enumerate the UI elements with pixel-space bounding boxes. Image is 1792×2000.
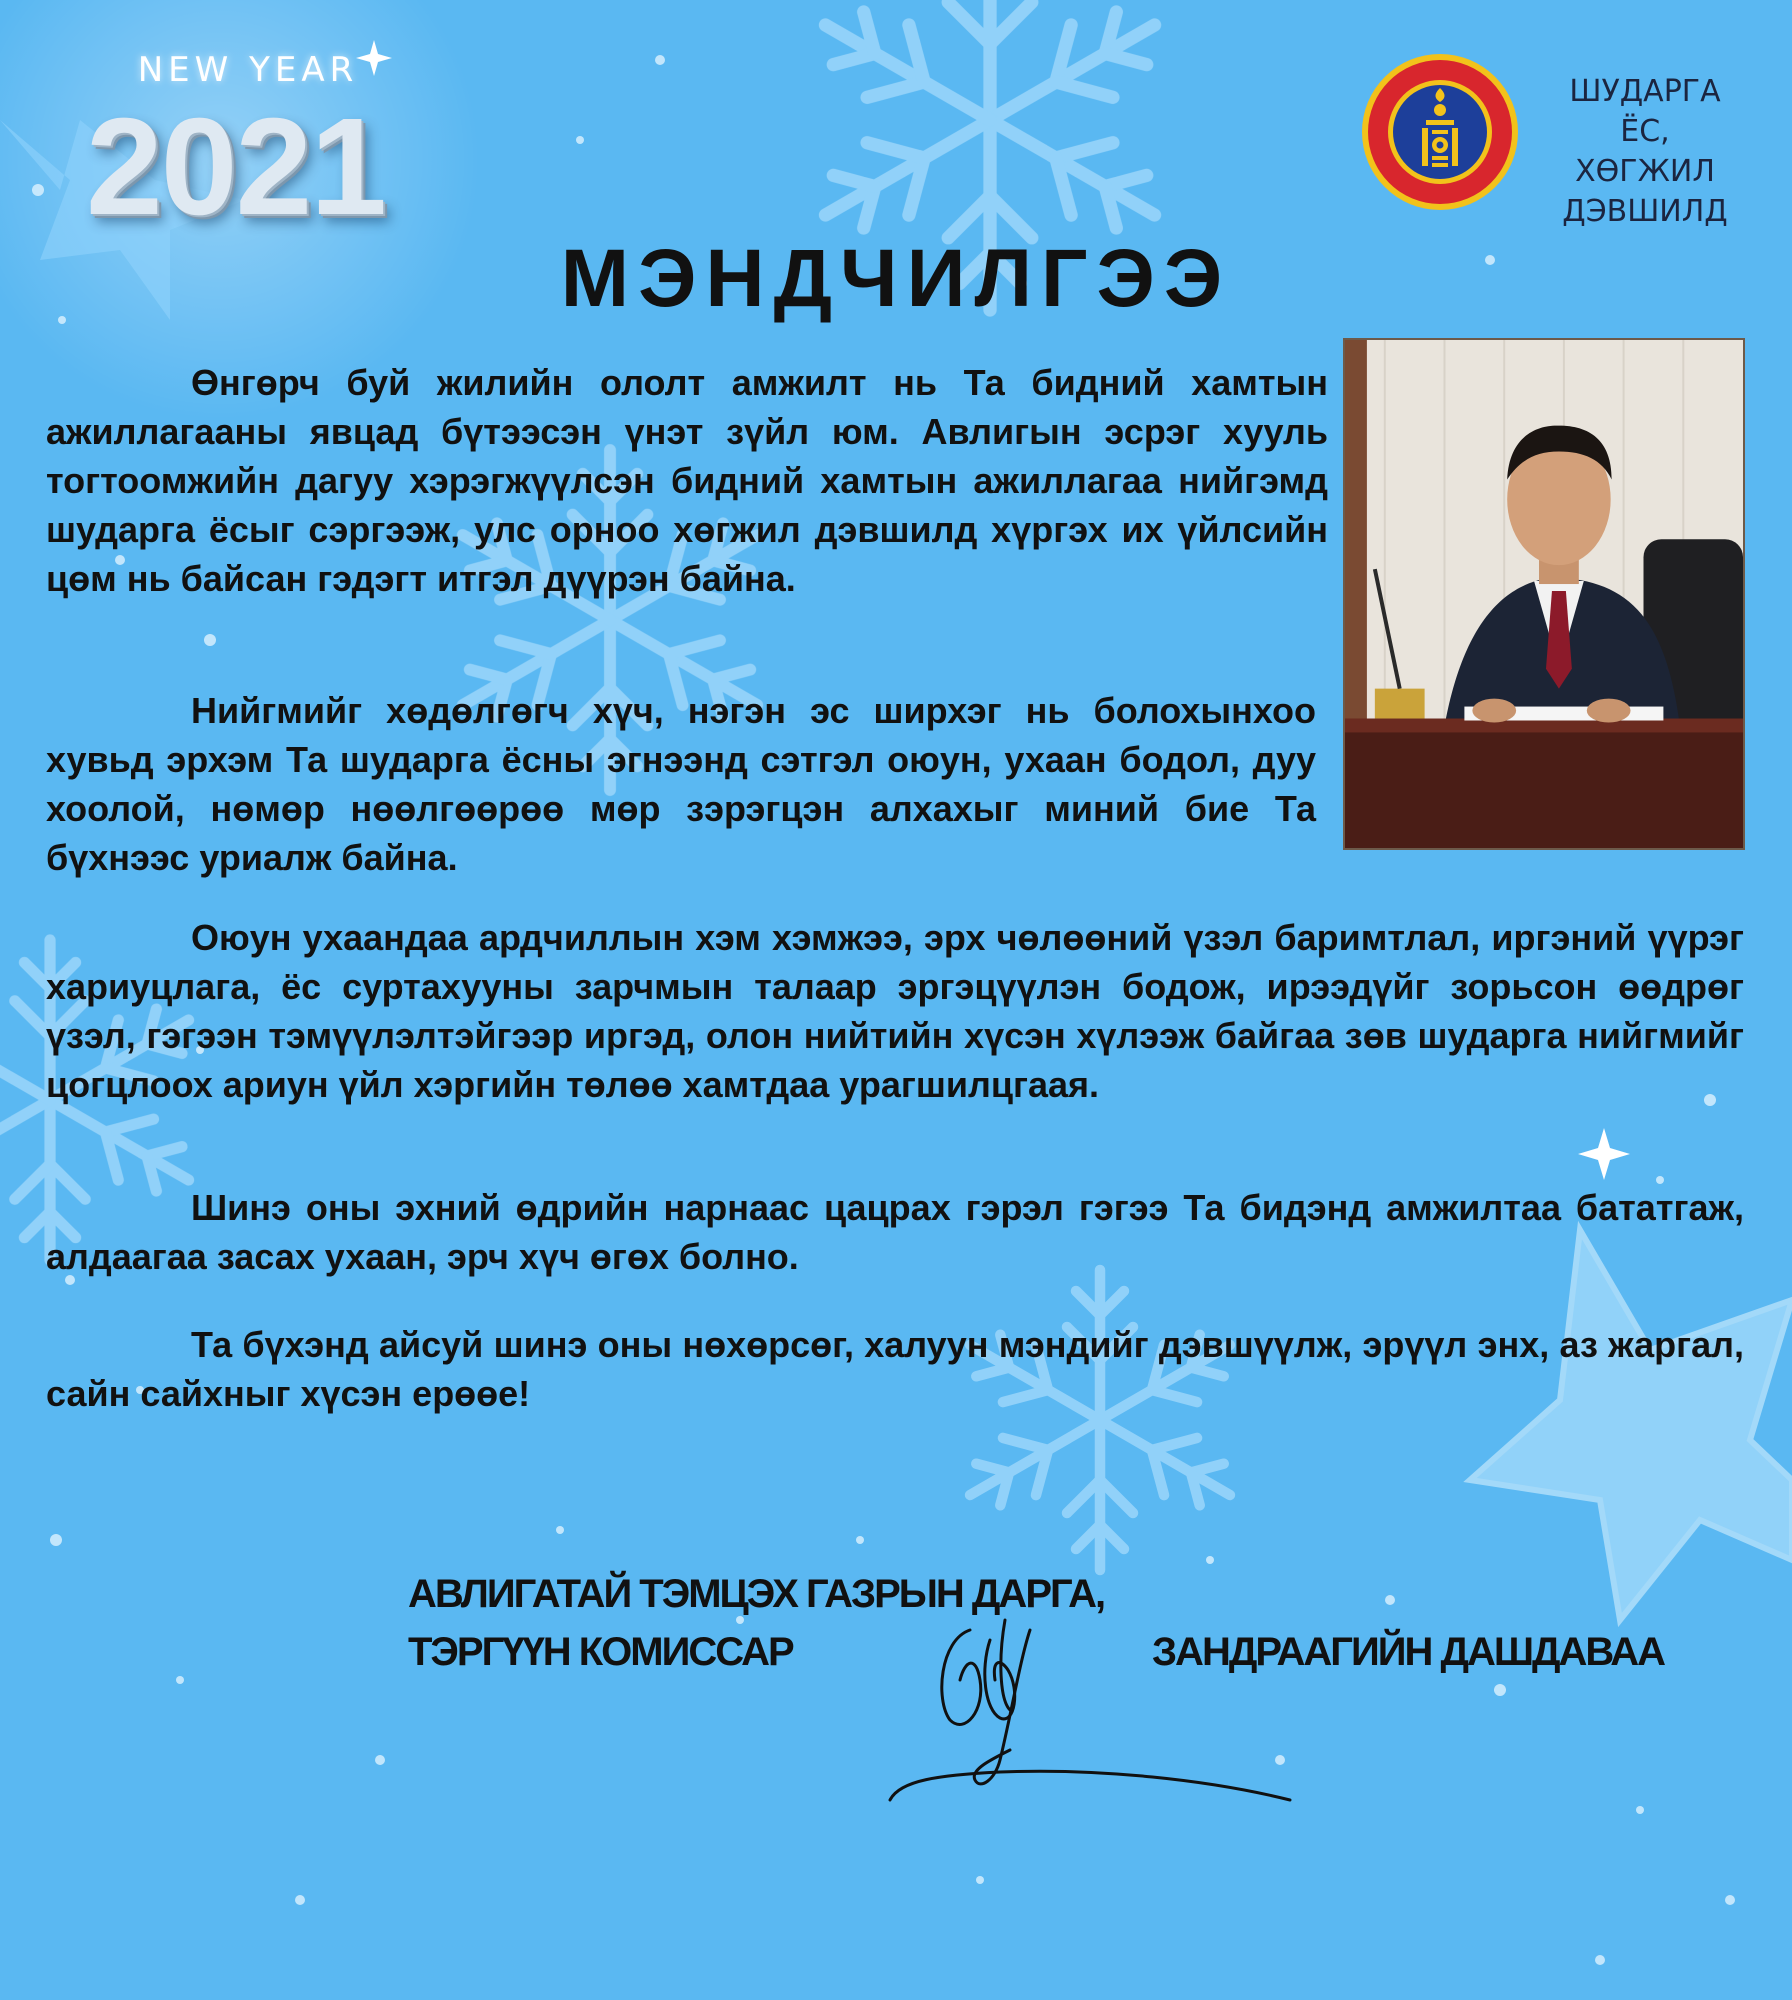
paragraph-1: Өнгөрч буй жилийн ололт амжилт нь Та бидний хамтын ажиллагааны явцад бүтээсэн үнэт зүйл юм. Авлигын эсрэг хууль тогтоомжийн дагуу хэрэгжүүлсэн бидний хамтын ажиллагаа нийгэмд шударга ёсыг сэргээж, улс орноо хөгжил дэвшилд хүргэх их үйлсийн цөм нь байсан гэдэгт итгэл дүүрэн байна.	[46, 362, 1328, 599]
paragraph-2: Нийгмийг хөдөлгөгч хүч, нэгэн эс ширхэг нь болохынхоо хувьд эрхэм Та шударга ёсны эгнээнд сэтгэл оюун, ухаан бодол, дуу хоолой, нөмөр нөөлгөөрөө мөр зэрэгцэн алхахыг миний бие Та бүхнээс уриалж байна.	[46, 690, 1316, 878]
paragraph-5: Та бүхэнд айсуй шинэ оны нөхөрсөг, халуун мэндийг дэвшүүлж, эрүүл энх, аз жаргал, сайн сайхныг хүсэн ерөөе!	[46, 1324, 1744, 1414]
slogan-line-1: ШУДАРГА ЁС,	[1569, 74, 1721, 149]
signatory-position-line-2: ТЭРГҮҮН КОМИССАР	[408, 1630, 793, 1674]
signatory-position-line-1: АВЛИГАТАЙ ТЭМЦЭХ ГАЗРЫН ДАРГА,	[408, 1572, 1105, 1616]
paragraph-3: Оюун ухаандаа ардчиллын хэм хэмжээ, эрх чөлөөний үзэл баримтлал, иргэний үүрэг хариуцлага, ёс суртахууны зарчмын талаар эргэцүүлэн бодож, ирээдүйг зорьсон өөдрөг үзэл, гэгээн тэмүүлэлтэйгээр иргэд, олон нийтийн хүсэн хүлээж байгаа зөв шударга нийгмийг цогцлоох ариун үйл хэргийн төлөө хамтдаа урагшилцгаая.	[46, 917, 1744, 1105]
new-year-label: NEW YEAR	[137, 50, 359, 90]
handwritten-signature	[880, 1600, 1300, 1820]
slogan-line-2: ХӨГЖИЛ	[1575, 154, 1715, 189]
signatory-name: ЗАНДРААГИЙН ДАШДАВАА	[1152, 1630, 1665, 1674]
portrait-photo	[1343, 338, 1745, 850]
paragraph-4: Шинэ оны эхний өдрийн нарнаас цацрах гэрэл гэгээ Та бидэнд амжилтаа бататгаж, алдаагаа засах ухаан, эрч хүч өгөх болно.	[46, 1187, 1744, 1277]
slogan-line-3: ДЭВШИЛД	[1562, 194, 1728, 229]
page-title: МЭНДЧИЛГЭЭ	[560, 233, 1232, 324]
new-year-2021-graphic: 2021	[86, 90, 385, 244]
slogan	[1540, 72, 1750, 232]
agency-emblem-logo	[1360, 52, 1520, 212]
